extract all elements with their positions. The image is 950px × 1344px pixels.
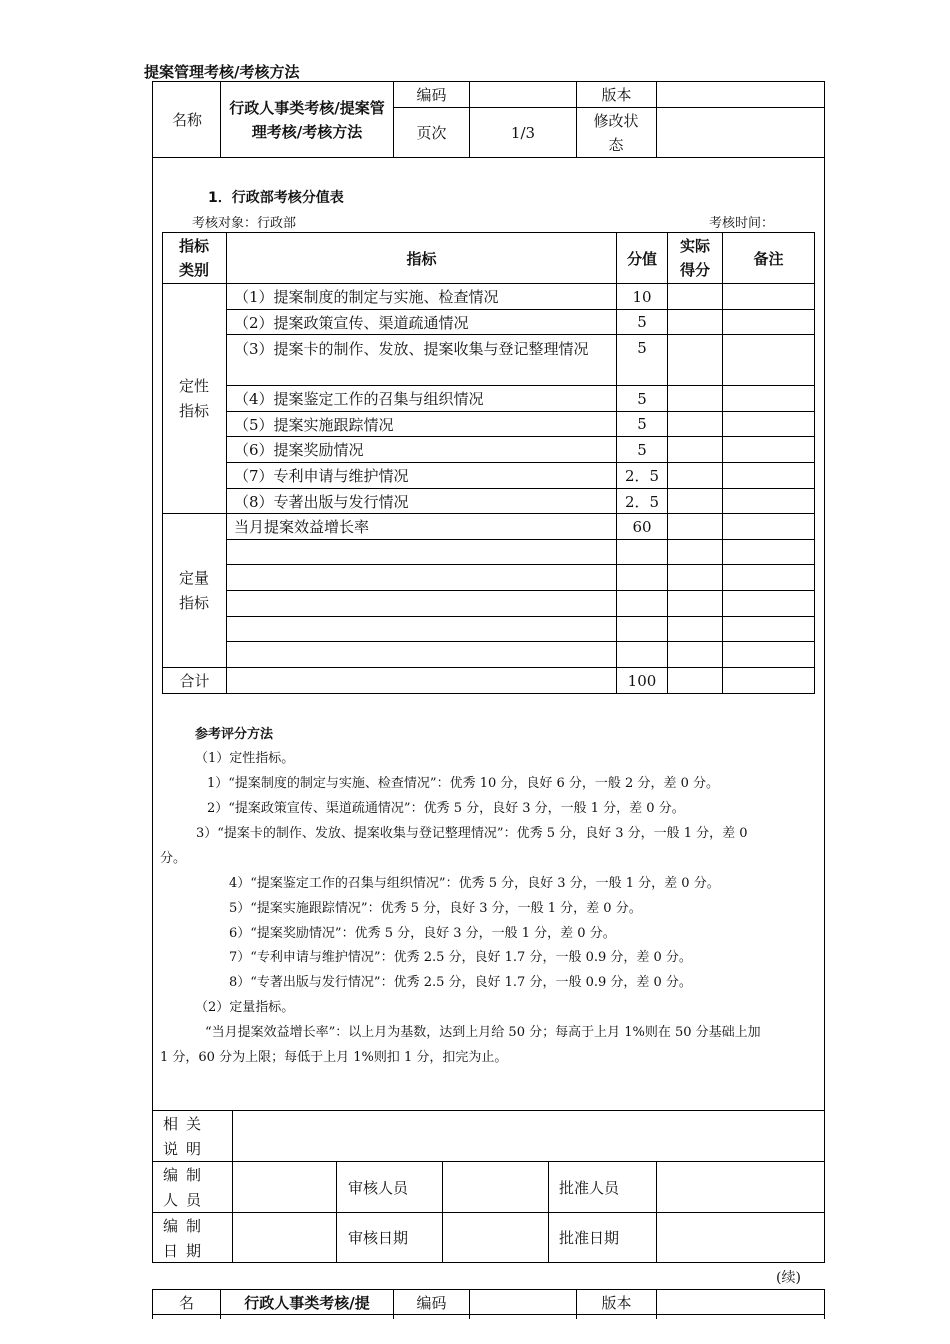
quantitative-text-1: “当月提案效益增长率”：以上月为基数，达到上月给 50 分；每高于上月 1%则在 50 分基础上加	[205, 1025, 761, 1040]
date-label: 编制日期	[163, 1217, 210, 1260]
assessment-target: 考核对象：行政部	[192, 216, 297, 231]
total-score: 100	[627, 671, 657, 690]
col-header-actual: 实际得分	[679, 237, 710, 279]
section-title: 1．行政部考核分值表	[208, 190, 344, 206]
revision-label: 修改状态	[593, 111, 639, 154]
approve-date-label: 批准日期	[559, 1229, 620, 1247]
quantitative-title: （2）定量指标。	[195, 1000, 295, 1015]
method-item-2: 2）“提案政策宣传、渠道疏通情况”：优秀 5 分，良好 3 分，一般 1 分，差 0 分。	[207, 801, 685, 816]
method-item-5: 5）“提案实施跟踪情况”：优秀 5 分，良好 3 分，一般 1 分，差 0 分。	[229, 901, 642, 916]
reviewer-label: 审核人员	[348, 1178, 409, 1197]
table-row-2-item: （2）提案政策宣传、渠道疏通情况	[234, 313, 469, 332]
table-row-8-item: （8）专著出版与发行情况	[234, 492, 409, 511]
col-header-indicator: 指标	[406, 249, 437, 268]
code-value[interactable]	[470, 82, 576, 107]
category-qualitative: 定性指标	[178, 376, 209, 420]
method-item-6: 6）“提案奖励情况”：优秀 5 分，良好 3 分，一般 1 分，差 0 分。	[229, 926, 616, 941]
table-row-4-score: 5	[637, 389, 647, 408]
related-label: 相关说明	[163, 1115, 210, 1158]
method-title: 参考评分方法	[195, 727, 274, 742]
revision-value[interactable]	[657, 108, 824, 157]
next-name-value: 行政人事类考核/提	[244, 1293, 370, 1312]
table-row-6-item: （6）提案奖励情况	[234, 441, 364, 459]
method-item-7: 7）“专利申请与维护情况”：优秀 2.5 分，良好 1.7 分，一般 0.9 分，差 0 分。	[229, 950, 692, 965]
method-item-8: 8）“专著出版与发行情况”：优秀 2.5 分，良好 1.7 分，一般 0.9 分，差 0 分。	[229, 975, 692, 990]
page-value: 1/3	[510, 123, 536, 142]
quantitative-text-2: 1 分，60 分为上限；每低于上月 1%则扣 1 分，扣完为止。	[160, 1050, 508, 1065]
next-name-label: 名	[178, 1293, 194, 1312]
continued-note: (续)	[776, 1270, 801, 1286]
method-item-4: 4）“提案鉴定工作的召集与组织情况”：优秀 5 分，良好 3 分，一般 1 分，差 0 分。	[229, 876, 720, 891]
col-header-category: 指标类别	[178, 237, 209, 279]
method-item-3-cont: 分。	[160, 851, 187, 866]
next-code-label: 编码	[416, 1293, 447, 1312]
col-header-score: 分值	[626, 249, 657, 268]
table-row-5-item: （5）提案实施跟踪情况	[234, 415, 394, 434]
version-value[interactable]	[657, 82, 824, 107]
name-value: 行政人事类考核/提案管理考核/考核方法	[229, 99, 385, 141]
table-row-3-item: （3）提案卡的制作、发放、提案收集与登记整理情况	[234, 340, 589, 358]
approver-label: 批准人员	[559, 1178, 620, 1197]
method-item-3: 3）“提案卡的制作、发放、提案收集与登记整理情况”：优秀 5 分，良好 3 分，一般 1 分，差 0	[196, 826, 748, 841]
table-row-9-score: 60	[632, 517, 652, 536]
table-row-1-item: （1）提案制度的制定与实施、检查情况	[234, 288, 499, 306]
author-label: 编制人员	[163, 1166, 210, 1209]
table-row-4-item: （4）提案鉴定工作的召集与组织情况	[234, 390, 484, 408]
document-title: 提案管理考核/考核方法	[144, 63, 300, 81]
method-item-1: 1）“提案制度的制定与实施、检查情况”：优秀 10 分，良好 6 分，一般 2 分，差 0 分。	[207, 776, 719, 791]
code-label: 编码	[416, 86, 447, 104]
table-row-1-score: 10	[632, 287, 652, 306]
review-date-label: 审核日期	[348, 1229, 409, 1247]
version-label: 版本	[601, 86, 632, 104]
table-row-7-item: （7）专利申请与维护情况	[234, 467, 409, 485]
name-label: 名称	[171, 111, 202, 129]
qualitative-title: （1）定性指标。	[195, 751, 295, 766]
table-row-8-score: 2．5	[624, 492, 660, 511]
table-row-7-score: 2．5	[624, 467, 660, 485]
next-version-label: 版本	[601, 1293, 632, 1312]
total-label: 合计	[179, 672, 210, 690]
table-row-2-score: 5	[637, 313, 647, 331]
page-label: 页次	[416, 124, 447, 142]
assessment-time: 考核时间：	[709, 216, 775, 231]
table-row-6-score: 5	[637, 440, 647, 459]
table-row-3-score: 5	[637, 338, 647, 357]
category-quantitative: 定量指标	[178, 568, 209, 612]
table-row-5-score: 5	[637, 415, 647, 433]
col-header-remark: 备注	[753, 249, 784, 268]
table-row-9-item: 当月提案效益增长率	[234, 518, 370, 536]
